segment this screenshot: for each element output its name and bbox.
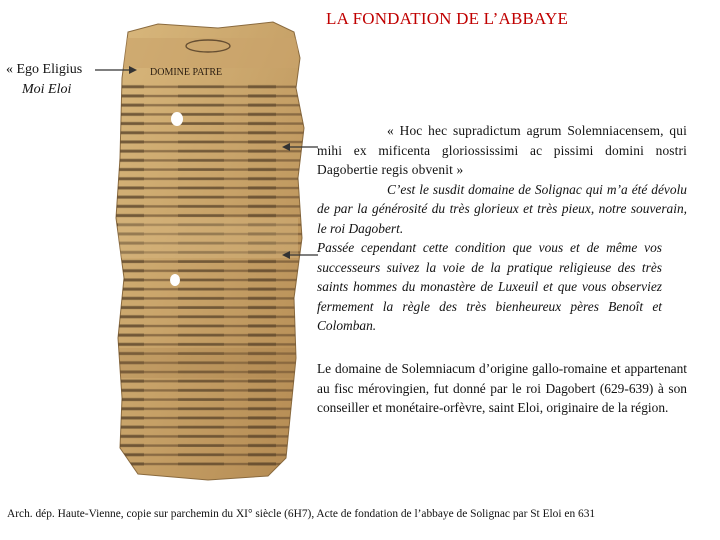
latin-citation: « Hoc hec supradictum agrum Solemniacensem, qui mihi ex mificenta gloriossissimi ac pissimi domini nostri Dagobertie regis obvenit »	[317, 123, 687, 178]
history-paragraph: Le domaine de Solemniacum d’origine gallo-romaine et appartenant au fisc mérovingien, fut donné par le roi Dagobert (629-639) à son conseiller et monétaire-orfèvre, saint Eloi, originaire de la région.	[317, 361, 687, 416]
source-caption: Arch. dép. Haute-Vienne, copie sur parchemin du XI° siècle (6H7), Acte de fondation de l’abbaye de Solignac par St Eloi en 631	[7, 508, 596, 520]
latin-quote-label: « Ego Eligius	[6, 62, 83, 77]
condition-paragraph: Passée cependant cette condition que vous et de même vos successeurs suivez la voie de la pratique religieuse des très saints hommes du monastère de Luxeuil et que vous observiez fermement la règle des très bienheureux pères Benoît et Colomban.	[317, 240, 662, 334]
page-title: LA FONDATION DE L’ABBAYE	[326, 9, 569, 28]
hole	[170, 274, 180, 286]
arrow-left-icon	[282, 141, 318, 153]
manuscript-heading: DOMINE PATRE	[150, 67, 223, 78]
french-translation: C’est le susdit domaine de Solignac qui m’a été dévolu de par la générosité du très glorieux et très pieux, notre souverain, le roi Dagobert.	[317, 181, 687, 236]
arrow-right-icon	[95, 64, 137, 76]
hole	[171, 112, 183, 126]
arrow-left-icon	[282, 249, 318, 261]
latin-citation-block	[317, 121, 687, 239]
french-translation-label: Moi Eloi	[22, 82, 72, 97]
